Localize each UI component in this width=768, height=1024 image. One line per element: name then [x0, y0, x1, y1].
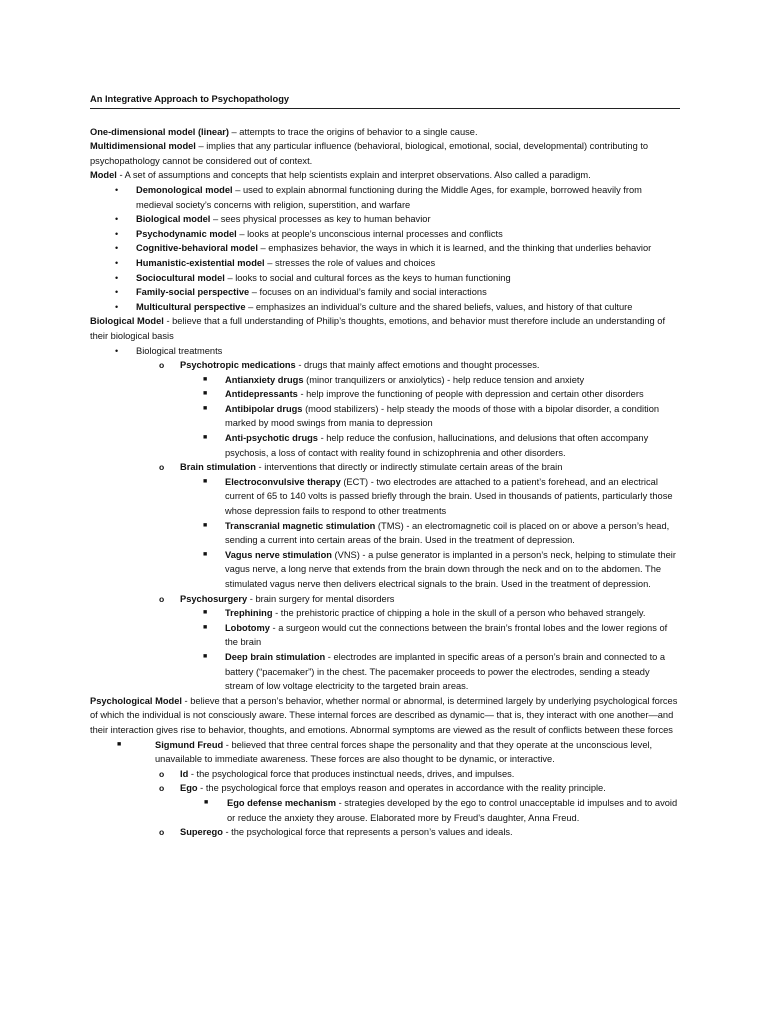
square-bullet-icon: ■: [203, 477, 208, 485]
definition-model: Model - A set of assumptions and concepts that help scientists explain and interpret observations. Also called a paradigm.: [90, 170, 591, 181]
bullet-icon: •: [115, 301, 119, 312]
square-bullet-icon: ■: [203, 390, 208, 398]
list-item: • Cognitive-behavioral model – emphasizes behavior, the ways in which it is learned, and the thinking that underlies behavior: [90, 241, 680, 256]
bullet-icon: •: [115, 214, 119, 225]
square-bullet-icon: ■: [203, 609, 208, 617]
list-item: • Biological model – sees physical processes as key to human behavior: [90, 212, 680, 227]
list-item: • Demonological model – used to explain abnormal functioning during the Middle Ages, for example, borrowed heavily from medieval society’s concerns with religion, superstition, and warfare: [115, 184, 642, 210]
list-item: ■ Anti-psychotic drugs - help reduce the confusion, hallucinations, and delusions that often accompany psychosis, a loss of contact with reality found in schizophrenia and other disorders.: [203, 433, 649, 458]
list-item: o Ego - the psychological force that employs reason and operates in accordance with the reality principle.: [90, 781, 680, 796]
list-item: ■ Antianxiety drugs (minor tranquilizers or anxiolytics) - help reduce tension and anxiety: [90, 373, 680, 388]
circle-bullet-icon: o: [159, 360, 165, 371]
bullet-icon: •: [115, 228, 119, 239]
list-item: • Biological treatments: [90, 344, 680, 359]
bullet-icon: •: [115, 257, 119, 268]
list-item: ■ Vagus nerve stimulation (VNS) - a pulse generator is implanted in a person’s neck, helping to stimulate their vagus nerve, a long nerve that extends from the brain down through the neck and on to the abdomen. The stimulated vagus nerve then delivers electrical signals to the brain. Used in the treatment of depression.: [203, 549, 676, 589]
definition-one-dimensional: One-dimensional model (linear) – attempts to trace the origins of behavior to a single cause.: [90, 126, 478, 137]
list-item: ■ Sigmund Freud - believed that three central forces shape the personality and that they operate at the unconscious level, unavailable to immediate awareness. These forces are also thought to be dynamic, or interactive.: [117, 739, 653, 765]
circle-bullet-icon: o: [159, 593, 165, 604]
circle-bullet-icon: o: [159, 827, 165, 838]
list-item: ■ Transcranial magnetic stimulation (TMS) - an electromagnetic coil is placed on or above a person’s head, sending a current into certain areas of the brain. Used in the treatment of depression.: [203, 520, 670, 546]
list-item: o Psychosurgery - brain surgery for mental disorders: [90, 592, 680, 607]
definition-psychological-model: Psychological Model - believe that a person’s behavior, whether normal or abnormal, is determined largely by underlying psychological forces of which the individual is not consciously aware. These internal forces are described as dynamic— that is, they interact with one another—and their interaction gives rise to behavior, thoughts, and emotions. Abnormal symptoms are viewed as the result of conflicts between these forces: [90, 695, 678, 735]
bullet-icon: •: [115, 243, 119, 254]
bullet-icon: •: [115, 287, 119, 298]
list-item: • Sociocultural model – looks to social and cultural forces as the keys to human functioning: [90, 271, 680, 286]
bullet-icon: •: [115, 184, 119, 195]
square-bullet-icon: ■: [203, 434, 208, 442]
list-item: • Humanistic-existential model – stresses the role of values and choices: [90, 256, 680, 271]
square-bullet-icon: ■: [203, 521, 208, 529]
square-bullet-icon: ■: [203, 652, 208, 660]
list-item: ■ Trephining - the prehistoric practice of chipping a hole in the skull of a person who behaved strangely.: [90, 606, 680, 621]
list-item: ■ Antidepressants - help improve the functioning of people with depression and certain other disorders: [90, 387, 680, 402]
list-item: ■ Antibipolar drugs (mood stabilizers) - help steady the moods of those with a bipolar disorder, a condition marked by mood swings from mania to depression: [203, 403, 660, 429]
square-bullet-icon: ■: [203, 550, 208, 558]
list-item: o Superego - the psychological force that represents a person’s values and ideals.: [90, 825, 680, 840]
square-bullet-icon: ■: [203, 404, 208, 412]
list-item: ■ Deep brain stimulation - electrodes are implanted in specific areas of a person’s brain and connected to a battery (“pacemaker”) in the chest. The pacemaker proceeds to power the electrodes, sending a steady stream of low voltage electricity to the targeted brain areas.: [203, 651, 666, 692]
list-item: o Brain stimulation - interventions that directly or indirectly stimulate certain areas of the brain: [90, 460, 680, 475]
definition-multidimensional: Multidimensional model – implies that any particular influence (behavioral, biological, emotional, social, developmental) contributing to psychopathology cannot be considered out of context.: [90, 141, 649, 166]
square-bullet-icon: ■: [203, 623, 208, 631]
list-item: • Multicultural perspective – emphasizes an individual’s culture and the shared beliefs, values, and history of that culture: [90, 300, 680, 315]
circle-bullet-icon: o: [159, 462, 165, 473]
square-bullet-icon: ■: [204, 798, 209, 806]
list-item: • Psychodynamic model – looks at people’s unconscious internal processes and conflicts: [90, 227, 680, 242]
list-item: o Id - the psychological force that produces instinctual needs, drives, and impulses.: [90, 767, 680, 782]
list-item: ■ Electroconvulsive therapy (ECT) - two electrodes are attached to a patient’s forehead, and an electrical current of 65 to 140 volts is passed briefly through the brain. Used in thousands of patients, particularly those whose depression fails to respond to other treatments: [203, 476, 673, 517]
list-item: ■ Ego defense mechanism - strategies developed by the ego to control unacceptable id impulses and to avoid or reduce the anxiety they arouse. Elaborated more by Freud’s daughter, Anna Freud.: [204, 797, 678, 823]
circle-bullet-icon: o: [159, 768, 165, 779]
page-title: An Integrative Approach to Psychopathology: [90, 92, 680, 109]
list-item: • Family-social perspective – focuses on an individual’s family and social interactions: [90, 285, 680, 300]
bullet-icon: •: [115, 272, 119, 283]
circle-bullet-icon: o: [159, 783, 165, 794]
bullet-icon: •: [115, 345, 119, 356]
document-page: [90, 92, 680, 840]
square-bullet-icon: ■: [203, 375, 208, 383]
definition-biological-model: Biological Model - believe that a full understanding of Philip’s thoughts, emotions, and behavior must therefore include an understanding of their biological basis: [90, 316, 666, 341]
list-item: o Psychotropic medications - drugs that mainly affect emotions and thought processes.: [90, 358, 680, 373]
list-item: ■ Lobotomy - a surgeon would cut the connections between the brain’s frontal lobes and the lower regions of the brain: [203, 622, 668, 648]
square-bullet-icon: ■: [117, 740, 122, 748]
